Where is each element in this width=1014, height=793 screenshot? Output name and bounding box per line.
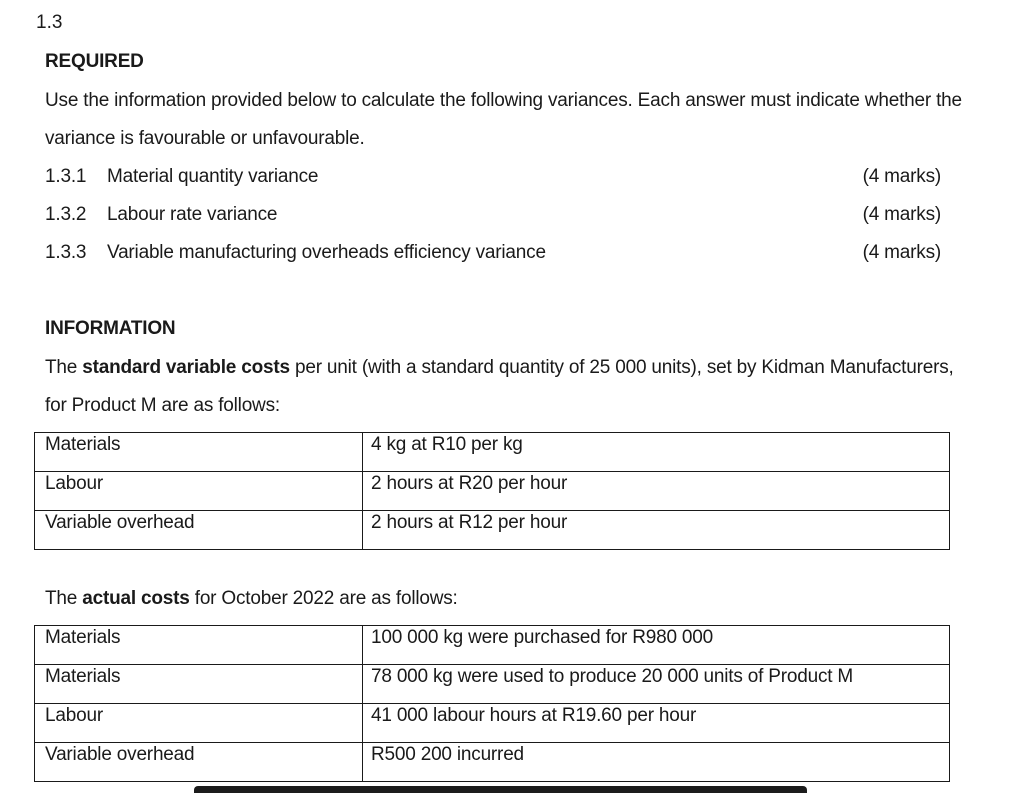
- information-line-1: [45, 357, 954, 379]
- table-cell-value: 2 hours at R12 per hour: [363, 511, 950, 550]
- item-marks: (4 marks): [862, 166, 941, 187]
- table-cell-item: Variable overhead: [35, 743, 363, 782]
- table-row: [35, 743, 950, 782]
- table-row: [35, 511, 950, 550]
- table-row: [35, 433, 950, 472]
- item-label: Material quantity variance: [107, 166, 319, 187]
- required-item-1-3-3: [45, 242, 941, 268]
- actual-line-pre: The: [45, 588, 83, 609]
- required-item-1-3-1: [45, 166, 941, 192]
- table-cell-value: 4 kg at R10 per kg: [363, 433, 950, 472]
- table-cell-value: R500 200 incurred: [363, 743, 950, 782]
- table-cell-item: Materials: [35, 626, 363, 665]
- table-cell-value: 78 000 kg were used to produce 20 000 units of Product M: [363, 665, 950, 704]
- required-item-1-3-2: [45, 204, 941, 230]
- table-cell-value: 2 hours at R20 per hour: [363, 472, 950, 511]
- item-number: 1.3.3: [45, 242, 87, 263]
- table-row: [35, 665, 950, 704]
- table-row: [35, 626, 950, 665]
- information-heading: INFORMATION: [45, 318, 176, 339]
- table-row: [35, 704, 950, 743]
- actual-line-post: for October 2022 are as follows:: [189, 588, 458, 609]
- item-number: 1.3.2: [45, 204, 87, 225]
- actual-costs-line: [45, 588, 458, 610]
- standard-costs-table: [34, 432, 950, 550]
- table-row: [35, 472, 950, 511]
- information-line-1-bold: standard variable costs: [82, 357, 290, 378]
- required-intro-line-2: variance is favourable or unfavourable.: [45, 128, 365, 149]
- required-intro-line-1: Use the information provided below to calculate the following variances. Each answer must indicate whether the: [45, 90, 962, 111]
- table-cell-value: 41 000 labour hours at R19.60 per hour: [363, 704, 950, 743]
- horizontal-scrollbar[interactable]: [194, 786, 807, 793]
- item-label: Variable manufacturing overheads efficiency variance: [107, 242, 546, 263]
- table-cell-item: Materials: [35, 665, 363, 704]
- information-line-2: for Product M are as follows:: [45, 395, 280, 416]
- question-number: 1.3: [36, 12, 63, 33]
- table-cell-item: Labour: [35, 704, 363, 743]
- item-marks: (4 marks): [862, 242, 941, 263]
- item-number: 1.3.1: [45, 166, 87, 187]
- required-heading: REQUIRED: [45, 51, 144, 72]
- table-cell-value: 100 000 kg were purchased for R980 000: [363, 626, 950, 665]
- table-cell-item: Variable overhead: [35, 511, 363, 550]
- actual-line-bold: actual costs: [82, 588, 190, 609]
- table-cell-item: Materials: [35, 433, 363, 472]
- item-label: Labour rate variance: [107, 204, 278, 225]
- item-marks: (4 marks): [862, 204, 941, 225]
- information-line-1-post: per unit (with a standard quantity of 25 000 units), set by Kidman Manufacturers,: [289, 357, 954, 378]
- table-cell-item: Labour: [35, 472, 363, 511]
- information-line-1-pre: The: [45, 357, 83, 378]
- actual-costs-table: [34, 625, 950, 782]
